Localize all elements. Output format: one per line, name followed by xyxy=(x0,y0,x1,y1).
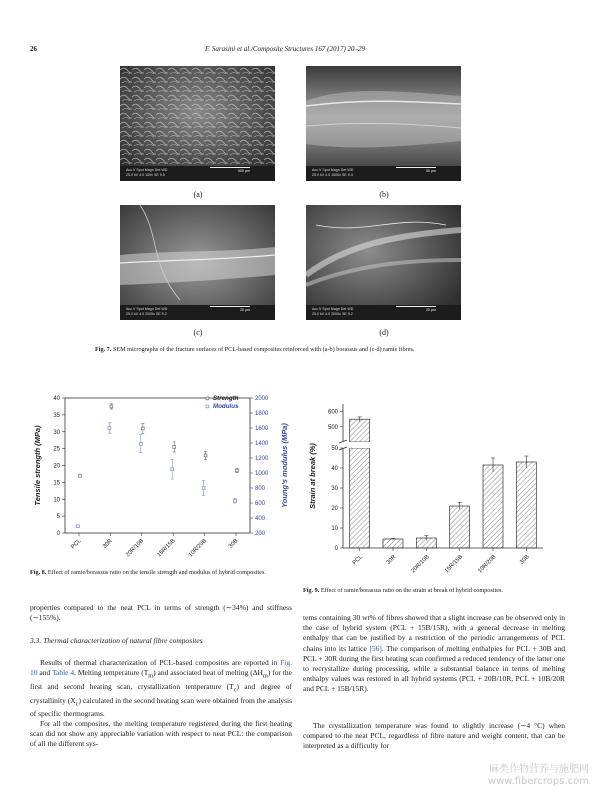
sem-info-a: Acc.V Spot Magn Det WD 25.0 kV 4.0 100x SE 9.5 xyxy=(126,168,168,177)
left-paragraph-1: properties compared to the neat PCL in terms of strength (∼34%) and stiffness (∼155%). xyxy=(30,603,292,623)
sem-info-d: Acc.V Spot Magn Det WD 25.0 kV 4.0 2000x SE 9.2 xyxy=(312,307,354,316)
sem-image-a xyxy=(120,66,275,181)
figure7-caption xyxy=(95,346,515,354)
sem-scalebar-d: 20 μm xyxy=(396,306,436,312)
figure8-caption xyxy=(30,569,292,577)
sem-image-b xyxy=(306,66,461,181)
modulus-point xyxy=(202,487,205,490)
x-tick-label: 30B xyxy=(519,554,531,566)
y2-tick-label: 1600 xyxy=(255,426,269,432)
y-tick-label: 600 xyxy=(327,409,338,416)
right-paragraph-1: tems containing 30 wt% of fibres showed that a slight increase can be observed only in the case of hybrid system (PCL + 15B/15R), with a general decrease in melting enthalpy that can be justified by a restriction of the periodic arrangements of PCL chains into its lattice [56]. The comparison of melting enthalpies for PCL + 30B and PCL + 30R during the first heating scan confirmed a reduced tendency of the latter one to recrystallize during processing, while a substantial balance in terms of melting enthalpy values was restored in all hybrid systems (PCL + 20B/10R, PCL + 10B/20R and PCL + 15B/15R). xyxy=(303,613,565,694)
x-tick-label: PCL xyxy=(70,538,83,551)
y2-tick-label: 1200 xyxy=(255,456,269,462)
sem-scalebar-a: 500 μm xyxy=(210,167,250,173)
sem-panel-a xyxy=(120,66,275,181)
figure9-caption-label: Fig. 9. xyxy=(303,587,320,594)
watermark-line1: 麻类作物营养与施肥网 xyxy=(489,764,589,775)
y2-tick-label: 200 xyxy=(255,531,266,537)
y2-tick-label: 2000 xyxy=(255,396,269,402)
sem-panel-b xyxy=(306,66,461,181)
y-tick-label: 40 xyxy=(331,466,338,472)
figure7-caption-label: Fig. 7. xyxy=(95,346,112,353)
y-tick-label: 25 xyxy=(53,446,60,453)
strength-point xyxy=(79,474,82,477)
subcaption-c: (c) xyxy=(193,328,203,337)
x-tick-label: 20R/10B xyxy=(125,538,146,559)
y-tick-label: 30 xyxy=(331,486,338,492)
bar xyxy=(450,506,470,548)
sem-info-b: Acc.V Spot Magn Det WD 25.0 kV 4.0 1000x SE 9.4 xyxy=(312,168,354,177)
strength-point xyxy=(173,446,176,449)
y-tick-label: 35 xyxy=(53,412,60,419)
y2-tick-label: 1400 xyxy=(255,441,269,447)
y-tick-label: 500 xyxy=(327,424,338,431)
y2-tick-label: 800 xyxy=(255,486,266,492)
strength-point xyxy=(141,427,144,430)
sem-scalebar-c: 20 μm xyxy=(210,306,250,312)
bar xyxy=(383,539,403,548)
bar xyxy=(483,465,503,548)
figure7-caption-text: SEM micrographs of the fracture surfaces of PCL-based composites reinforced with (a-b) borassus and (c-d) ramie fibres. xyxy=(112,346,415,353)
y-tick-label: 20 xyxy=(331,506,338,512)
y2-axis-label: Young's modulus (MPa) xyxy=(280,423,289,508)
y2-tick-label: 400 xyxy=(255,516,266,522)
y-tick-label: 10 xyxy=(331,526,338,532)
figure9-caption-text: Effect of ramie/borassus ratio on the strain at break of hybrid composites. xyxy=(320,587,503,594)
x-tick-label: 15R/15B xyxy=(156,538,177,559)
y-tick-label: 40 xyxy=(53,396,60,402)
y2-tick-label: 600 xyxy=(255,501,266,507)
left-paragraph-2: Results of thermal characterization of PCL-based composites are reported in Fig. 10 and Table 4. Melting temperature $(T_m)$ and associated heat of melting $(\Delta H_m)$ for the first and second heating scan, crystallization temperature $(T_c)$ and degree of crystallinity $(X_c)$ calculated in the second heating scan were obtained from the analysis of specific thermograms. xyxy=(30,658,293,719)
x-tick-label: 30R xyxy=(385,554,398,566)
sem-scalebar-b: 50 μm xyxy=(396,167,436,173)
modulus-point xyxy=(171,468,174,471)
section-title: 3.3. Thermal characterization of natural fibre composites xyxy=(30,636,203,645)
fig10-link[interactable]: Fig. 10 xyxy=(30,658,292,678)
figure8-caption-text: Effect of ramie/borassus ratio on the tensile strength and modulus of hybrid composites. xyxy=(47,569,266,576)
x-tick-label: 10R/20B xyxy=(187,538,209,559)
legend-label: Modulus xyxy=(213,403,239,410)
x-tick-label: 30B xyxy=(227,538,240,550)
watermark xyxy=(488,764,589,788)
y2-tick-label: 1800 xyxy=(255,411,269,417)
figure9-caption xyxy=(303,587,565,595)
sem-panel-c xyxy=(120,205,275,320)
y-tick-label: 10 xyxy=(53,497,60,504)
sem-panel-d xyxy=(306,205,461,320)
strength-point xyxy=(110,405,113,408)
y-tick-label: 0 xyxy=(334,546,338,552)
running-header: F. Sarasini et al./Composite Structures 167 (2017) 20–29 xyxy=(205,45,366,53)
strength-point xyxy=(204,454,207,457)
table4-link[interactable]: Table 4 xyxy=(51,668,75,678)
figure8-chart xyxy=(30,388,295,568)
x-tick-label: 20R/10B xyxy=(410,554,431,575)
legend-label: Strength xyxy=(213,395,239,402)
sem-info-c: Acc.V Spot Magn Det WD 25.0 kV 4.0 2000x SE 9.2 xyxy=(126,307,168,316)
y-tick-label: 5 xyxy=(56,514,60,521)
bar xyxy=(350,419,370,442)
y-tick-label: 0 xyxy=(56,531,60,537)
bar xyxy=(350,448,370,548)
figure8-caption-label: Fig. 8. xyxy=(30,569,47,576)
legend-marker xyxy=(206,397,209,400)
modulus-point xyxy=(108,427,111,430)
subcaption-a: (a) xyxy=(193,190,203,199)
bar-break-gap xyxy=(349,442,371,448)
bar xyxy=(516,462,536,548)
plot-frame xyxy=(65,398,250,533)
y-tick-label: 50 xyxy=(331,446,338,452)
legend-marker xyxy=(206,405,209,408)
y-axis-label: Tensile strength (MPa) xyxy=(33,425,42,506)
subcaption-d: (d) xyxy=(379,328,389,337)
right-paragraph-2: The crystallization temperature was found to slightly increase (∼4 °C) when compared to the neat PCL, regardless of fibre nature and weight content, that can be interpreted as a difficulty for xyxy=(303,721,565,751)
x-tick-label: 10R/20B xyxy=(477,554,498,575)
modulus-point xyxy=(139,442,142,445)
watermark-line2: www.fibercrops.com xyxy=(487,776,589,787)
x-tick-label: 15R/15B xyxy=(443,554,465,575)
x-tick-label: PCL xyxy=(351,554,365,567)
y-tick-label: 30 xyxy=(53,429,60,436)
sem-image-d xyxy=(306,205,461,320)
ref56-link[interactable]: [56] xyxy=(369,643,382,653)
y-tick-label: 20 xyxy=(53,463,60,470)
strength-point xyxy=(236,469,239,472)
x-tick-label: 30R xyxy=(102,538,114,550)
y-tick-label: 15 xyxy=(53,480,60,487)
sem-image-c xyxy=(120,205,275,320)
left-paragraph-3: For all the composites, the melting temperature registered during the first heating scan did not show any appreciable variation with respect to neat PCL: the comparison of all the different sys- xyxy=(30,719,292,749)
page-number: 26 xyxy=(30,45,37,53)
figure9-chart xyxy=(303,394,553,582)
modulus-point xyxy=(77,525,80,528)
modulus-point xyxy=(234,499,237,502)
y-axis-label: Strain at break (%) xyxy=(308,443,317,509)
y2-tick-label: 1000 xyxy=(255,471,269,477)
subcaption-b: (b) xyxy=(379,190,389,199)
